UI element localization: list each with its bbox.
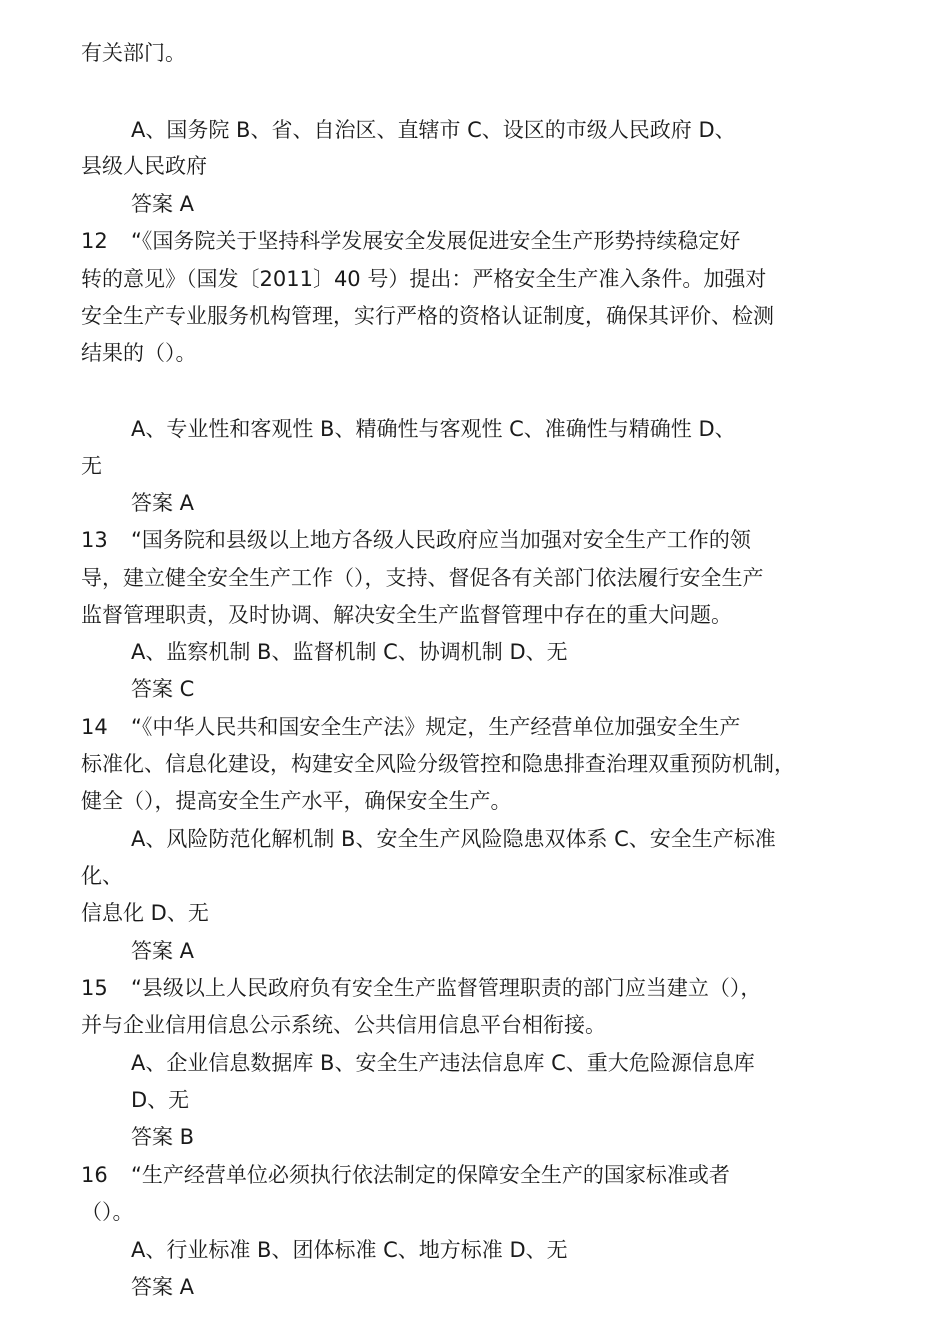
options-line: A、国务院 B、省、自治区、直辖市 C、设区的市级人民政府 D、 xyxy=(131,118,736,142)
question-number: 15 xyxy=(81,976,108,1000)
question-text: “国务院和县级以上地方各级人民政府应当加强对安全生产工作的领 xyxy=(131,528,751,552)
question-text: “生产经营单位必须执行依法制定的保障安全生产的国家标准或者 xyxy=(131,1163,730,1187)
answer-line: 答案 C xyxy=(131,677,195,701)
options-line: 信息化 D、无 xyxy=(81,901,209,925)
answer-line: 答案 A xyxy=(131,1275,195,1299)
text-line: 有关部门。 xyxy=(81,41,186,65)
text-line: 结果的（）。 xyxy=(81,341,197,365)
question-15 xyxy=(81,973,761,1003)
question-13 xyxy=(81,525,751,555)
text-line: 监督管理职责，及时协调、解决安全生产监督管理中存在的重大问题。 xyxy=(81,603,732,627)
options-line: 县级人民政府 xyxy=(81,154,207,178)
question-text: “县级以上人民政府负有安全生产监督管理职责的部门应当建立（）， xyxy=(131,976,762,1000)
text-line: 健全（），提高安全生产水平，确保安全生产。 xyxy=(81,789,512,813)
text-line: 并与企业信用信息公示系统、公共信用信息平台相衔接。 xyxy=(81,1013,606,1037)
answer-line: 答案 A xyxy=(131,192,195,216)
question-text: “《中华人民共和国安全生产法》规定，生产经营单位加强安全生产 xyxy=(131,715,741,739)
text-line: 安全生产专业服务机构管理，实行严格的资格认证制度，确保其评价、检测 xyxy=(81,304,774,328)
options-line: A、企业信息数据库 B、安全生产违法信息库 C、重大危险源信息库 xyxy=(131,1051,755,1075)
text-line: 标准化、信息化建设，构建安全风险分级管控和隐患排查治理双重预防机制， xyxy=(81,752,795,776)
text-line: 导，建立健全安全生产工作（），支持、督促各有关部门依法履行安全生产 xyxy=(81,566,764,590)
options-line: A、专业性和客观性 B、精确性与客观性 C、准确性与精确性 D、 xyxy=(131,417,736,441)
question-number: 13 xyxy=(81,528,108,552)
options-line: 无 xyxy=(81,454,102,478)
answer-line: 答案 A xyxy=(131,491,195,515)
options-line: 化、 xyxy=(81,864,123,888)
question-16 xyxy=(81,1160,730,1190)
question-number: 14 xyxy=(81,715,108,739)
options-line: D、无 xyxy=(131,1088,190,1112)
question-14 xyxy=(81,712,740,742)
text-line: 转的意见》（国发〔2011〕40 号）提出：严格安全生产准入条件。加强对 xyxy=(81,267,767,291)
answer-line: 答案 B xyxy=(131,1125,195,1149)
answer-line: 答案 A xyxy=(131,939,195,963)
question-12 xyxy=(81,226,740,256)
options-line: A、行业标准 B、团体标准 C、地方标准 D、无 xyxy=(131,1238,568,1262)
question-number: 12 xyxy=(81,229,108,253)
question-text: “《国务院关于坚持科学发展安全发展促进安全生产形势持续稳定好 xyxy=(131,229,741,253)
text-line: （）。 xyxy=(81,1200,134,1224)
options-line: A、风险防范化解机制 B、安全生产风险隐患双体系 C、安全生产标准 xyxy=(131,827,776,851)
question-number: 16 xyxy=(81,1163,108,1187)
options-line: A、监察机制 B、监督机制 C、协调机制 D、无 xyxy=(131,640,568,664)
